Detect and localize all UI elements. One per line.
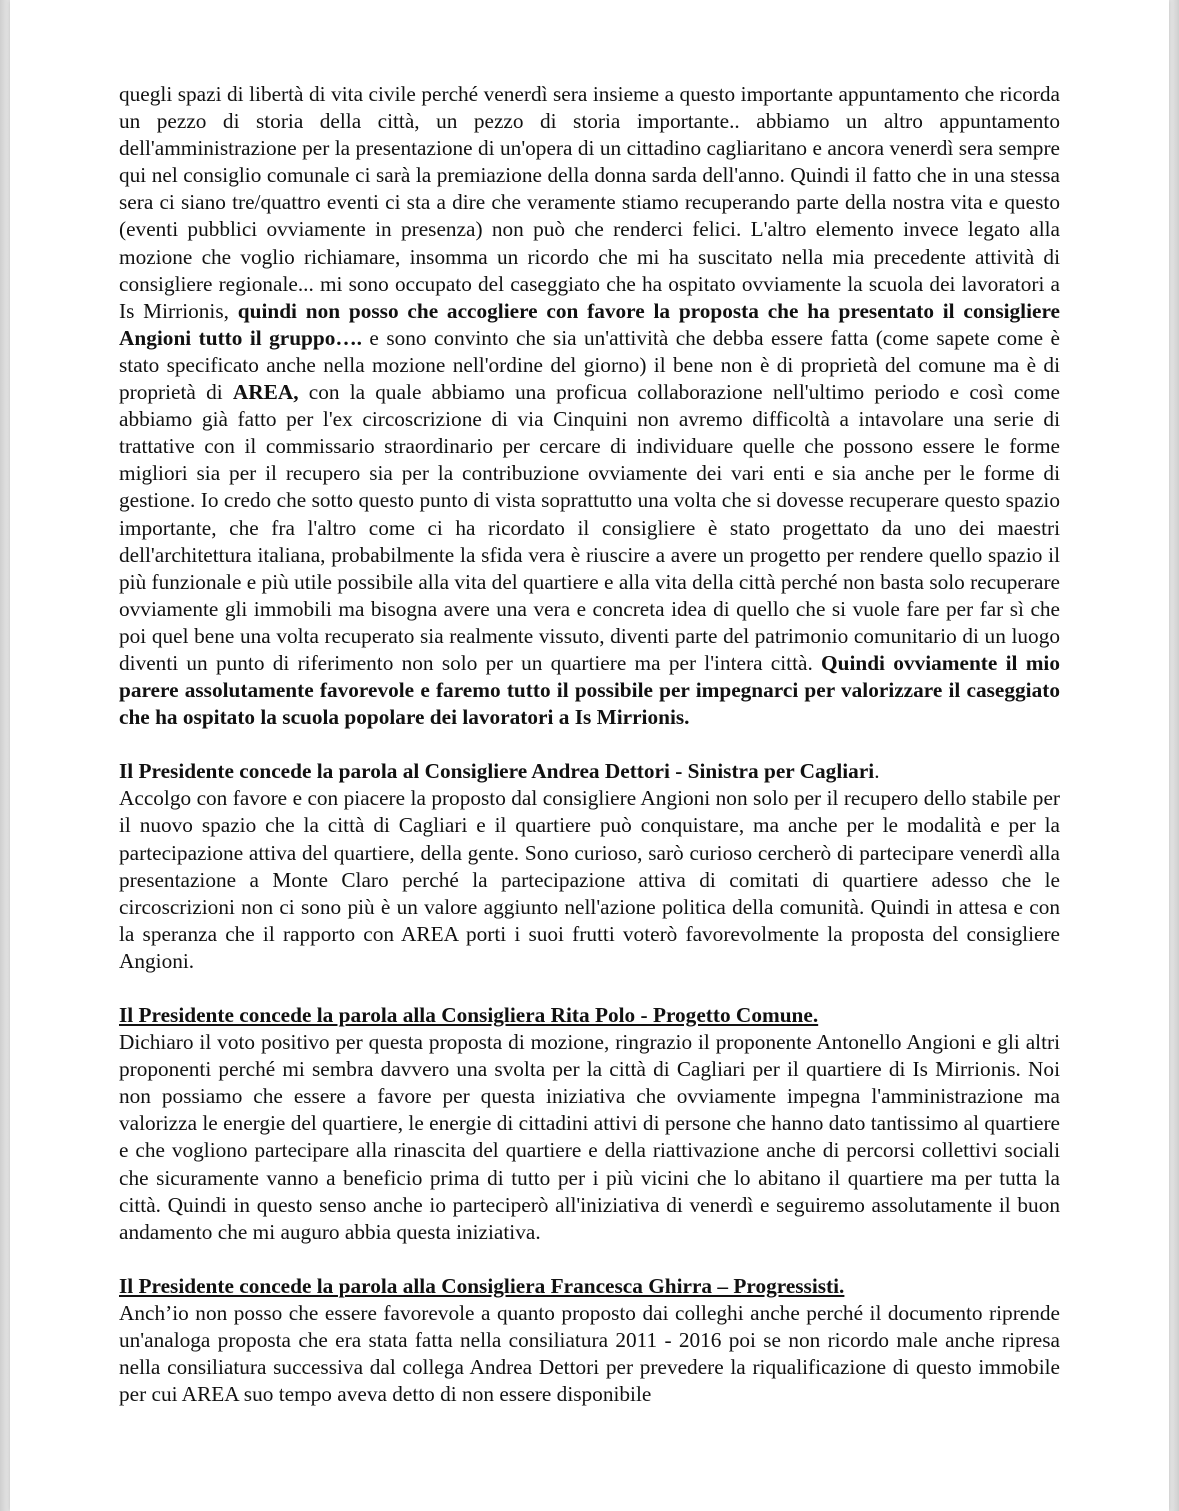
intro-text-2: e sono convinto che sia un'attività che debba essere fatta (come sapete come è stato specificato anche nella mozione nell'ordine del giorno) il bene non è di proprietà del comune ma è di proprietà di [119, 325, 1060, 405]
section-body-ghirra: Anch’io non posso che essere favorevole a quanto proposto dai colleghi anche perché il documento riprende un'analoga proposta che era stata fatta nella consiliatura 2011 - 2016 poi se non ricordo male anche ripresa nella consiliatura successiva dal collega Andrea Dettori per prevedere la riqualificazione di questo immobile per cui AREA suo tempo aveva detto di non essere disponibile [119, 1300, 1060, 1407]
intro-paragraph [119, 81, 1060, 731]
intro-bold-area: AREA, [232, 380, 299, 405]
paragraph-spacer [119, 975, 1060, 1002]
intro-text-1: quegli spazi di libertà di vita civile perché venerdì sera insieme a questo importante appuntamento che ricorda un pezzo di storia della città, un pezzo di storia importante.. abbiamo un altro appuntamento dell'amministrazione per la presentazione di un'opera di un cittadino cagliaritano e ancora venerdì sera sempre qui nel consiglio comunale ci sarà la premiazione della donna sarda dell'anno. Quindi il fatto che in una stessa sera ci siano tre/quattro eventi ci sta a dire che veramente stiamo recuperando parte della nostra vita e questo (eventi pubblici ovviamente in presenza) non può che renderci felici. L'altro elemento invece legato alla mozione che voglio richiamare, insomma un ricordo che mi ha suscitato nella mia precedente attività di consigliere regionale... mi sono occupato del caseggiato che ha ospitato ovviamente la scuola dei lavoratori a Is Mirrionis, [119, 82, 1060, 323]
paragraph-spacer [119, 1246, 1060, 1273]
document-page [10, 0, 1169, 1511]
intro-bold-conclusion: Quindi ovviamente il mio parere assolutamente favorevole e faremo tutto il possibile per impegnarci per valorizzare il caseggiato che ha ospitato la scuola popolare dei lavoratori a Is Mirrionis. [119, 650, 1061, 730]
section-heading-polo: Il Presidente concede la parola alla Consigliera Rita Polo - Progetto Comune. [119, 1003, 819, 1027]
page-content [119, 81, 1060, 1408]
heading-dettori-period: . [874, 759, 880, 784]
section-heading-dettori [119, 758, 1060, 785]
section-body-polo: Dichiaro il voto positivo per questa proposta di mozione, ringrazio il proponente Antonello Angioni e gli altri proponenti perché mi sembra davvero una svolta per la città di Cagliari per il quartiere di Is Mirrionis. Noi non possiamo che essere a favore per questa iniziativa che ovviamente impegna l'amministrazione ma valorizza le energie del quartiere, le energie di cittadini attivi di persone che hanno dato tantissimo al quartiere e che vogliono partecipare alla rinascita del quartiere e della riattivazione anche di percorsi collettivi sociali che sicuramente vanno a beneficio prima di tutto per i più vicini che lo abitano il quartiere ma per tutta la città. Quindi in questo senso anche io parteciperò all'iniziativa di venerdì e seguiremo assolutamente il buon andamento che mi auguro abbia questa iniziativa. [119, 1030, 1060, 1244]
section-heading-ghirra: Il Presidente concede la parola alla Consigliera Francesca Ghirra – Progressisti. [119, 1273, 845, 1298]
intro-text-3: con la quale abbiamo una proficua collaborazione nell'ultimo periodo e così come abbiamo già fatto per l'ex circoscrizione di via Cinquini non avremo difficoltà a intavolare una serie di trattative con il commissario straordinario per cercare di individuare quelle che possono essere le forme migliori sia per il recupero sia per la contribuzione ovviamente dei vari enti e sia anche per le forme di gestione. Io credo che sotto questo punto di vista soprattutto una volta che si dovesse recuperare questo spazio importante, che fra l'altro come ci ha ricordato il consigliere è stato progettato da uno dei maestri dell'architettura italiana, probabilmente la sfida vera è riuscire a avere un progetto per rendere quello spazio il più funzionale e più utile possibile alla vita del quartiere e alla vita della città perché non basta solo recuperare ovviamente gli immobili ma bisogna avere una vera e concreta idea di quello che si vuole fare per far sì che poi quel bene una volta recuperato sia realmente vissuto, diventi parte del patrimonio comunitario di un luogo diventi un punto di riferimento non solo per un quartiere ma per l'intera città. [119, 380, 1060, 675]
heading-dettori-text: Il Presidente concede la parola al Consigliere Andrea Dettori - Sinistra per Cagliari [119, 759, 875, 784]
paragraph-spacer [119, 731, 1060, 758]
intro-bold-1: quindi non posso che accogliere con favore la proposta che ha presentato il consigliere Angioni tutto il gruppo…. [119, 298, 1060, 350]
section-body-dettori: Accolgo con favore e con piacere la proposto dal consigliere Angioni non solo per il recupero dello stabile per il nuovo spazio che la città di Cagliari e il quartiere può conquistare, ma anche per le modalità e per la partecipazione attiva del quartiere, della gente. Sono curioso, sarò curioso cercherò di partecipare venerdì alla presentazione a Monte Claro perché la partecipazione attiva di comitati di quartiere adesso che le circoscrizioni non ci sono più è un valore aggiunto nell'azione politica della comunità. Quindi in attesa e con la speranza che il rapporto con AREA porti i suoi frutti voterò favorevolmente la proposta del consigliere Angioni. [119, 786, 1060, 973]
